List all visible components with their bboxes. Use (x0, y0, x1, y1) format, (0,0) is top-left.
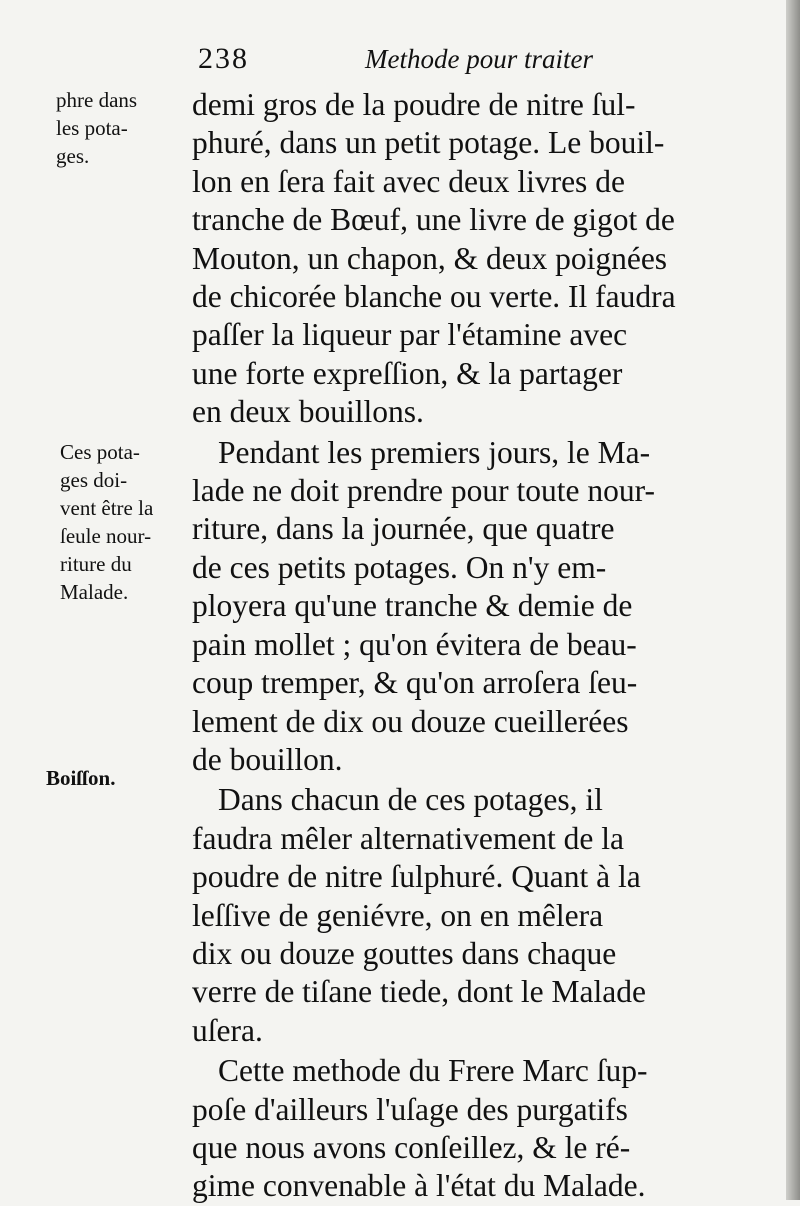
margin-note-line: Boiſſon. (46, 766, 116, 790)
paragraph (192, 781, 722, 1050)
text-line: coup tremper, & qu'on arroſera ſeu- (192, 665, 638, 701)
text-line: tranche de Bœuf, une livre de gigot de (192, 202, 675, 238)
margin-note-line: vent être la (60, 496, 154, 520)
text-line: que nous avons conſeillez, & le ré- (192, 1129, 631, 1165)
text-line: pain mollet ; qu'on évitera de beau- (192, 626, 637, 662)
page-number: 238 (198, 42, 249, 75)
text-line: lade ne doit prendre pour toute nour- (192, 473, 655, 509)
margin-note-line: phre dans (56, 88, 138, 112)
page-gutter-shadow (786, 0, 800, 1200)
margin-note (56, 86, 196, 170)
paragraph (192, 86, 722, 432)
margin-note-line: ſeule nour- (60, 524, 152, 548)
text-line: une forte expreſſion, & la partager (192, 355, 623, 391)
margin-note (60, 438, 200, 606)
margin-note-line: ges doi- (60, 468, 128, 492)
text-line: Pendant les premiers jours, le Ma- (218, 434, 651, 470)
paragraph (192, 434, 722, 780)
text-line: leſſive de geniévre, on en mêlera (192, 897, 604, 933)
text-line: poudre de nitre ſulphuré. Quant à la (192, 859, 641, 895)
text-line: faudra mêler alternativement de la (192, 820, 625, 856)
margin-note-line: ges. (56, 144, 90, 168)
text-line: demi gros de la poudre de nitre ſul- (192, 87, 636, 122)
text-line: de bouillon. (192, 741, 343, 777)
text-line: lon en ſera fait avec deux livres de (192, 163, 625, 199)
text-line: Mouton, un chapon, & deux poignées (192, 240, 668, 276)
text-line: en deux bouillons. (192, 394, 424, 430)
margin-note (46, 764, 186, 792)
running-header (0, 38, 800, 82)
text-line: poſe d'ailleurs l'uſage des purgatifs (192, 1091, 628, 1127)
text-line: gime convenable à l'état du Malade. (192, 1168, 646, 1204)
text-line: uſera. (192, 1012, 263, 1048)
text-line: phuré, dans un petit potage. Le bouil- (192, 125, 665, 161)
margin-note-line: Ces pota- (60, 440, 140, 464)
body-text (192, 86, 722, 1206)
text-line: riture, dans la journée, que quatre (192, 511, 615, 547)
margin-note-line: riture du (60, 552, 132, 576)
text-line: de ces petits potages. On n'y em- (192, 549, 607, 585)
margin-note-line: les pota- (56, 116, 128, 140)
text-line: ployera qu'une tranche & demie de (192, 588, 633, 624)
text-line: de chicorée blanche ou verte. Il faudra (192, 279, 676, 315)
margin-note-line: Malade. (60, 580, 129, 604)
text-line: verre de tiſane tiede, dont le Malade (192, 974, 646, 1010)
text-line: Cette methode du Frere Marc ſup- (218, 1053, 648, 1089)
text-line: paſſer la liqueur par l'étamine avec (192, 317, 628, 353)
text-line: Dans chacun de ces potages, il (218, 782, 603, 818)
running-title: Methode pour traiter (365, 44, 593, 74)
text-line: dix ou douze gouttes dans chaque (192, 935, 617, 971)
paragraph (192, 1052, 722, 1206)
text-line: lement de dix ou douze cueillerées (192, 703, 629, 739)
